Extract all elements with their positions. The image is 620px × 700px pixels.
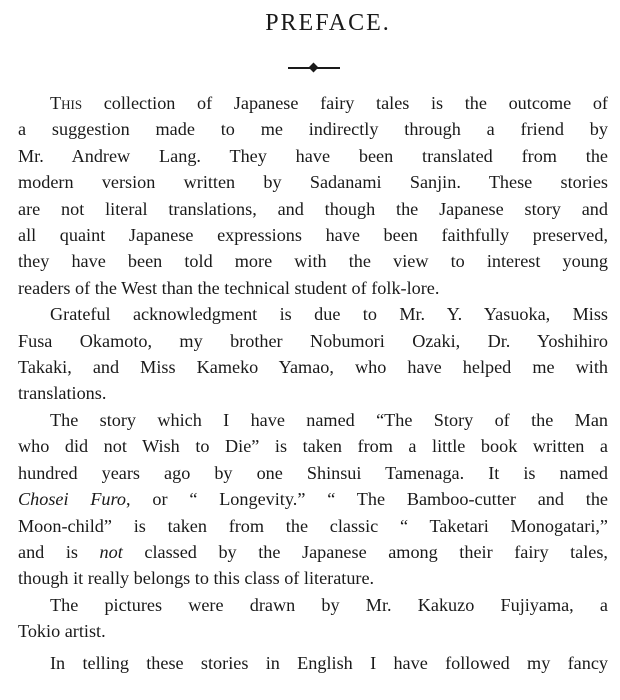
text-line: they have been told more with the view to interest young <box>18 251 608 272</box>
text-segment: collection of Japanese fairy tales is the outcome of <box>82 93 608 113</box>
text-line: translations. <box>18 383 107 404</box>
text-line: Fusa Okamoto, my brother Nobumori Ozaki, Dr. Yoshihiro <box>18 330 608 351</box>
page-title: PREFACE. <box>265 10 391 36</box>
text-line: The pictures were drawn by Mr. Kakuzo Fujiyama, a <box>50 594 608 615</box>
text-line: readers of the West than the technical student of folk-lore. <box>18 277 440 298</box>
text-line <box>18 539 608 565</box>
diamond-icon <box>309 63 319 73</box>
italic-title: Chosei Furo <box>18 489 127 510</box>
text-line: Mr. Andrew Lang. They have been translated from the <box>18 145 608 166</box>
text-segment: and is <box>18 541 100 562</box>
text-line: a suggestion made to me indirectly through a friend by <box>18 119 608 140</box>
text-line: though it really belongs to this class of literature. <box>18 568 375 589</box>
preface-page <box>18 8 608 676</box>
text-line: Grateful acknowledgment is due to Mr. Y. Yasuoka, Miss <box>50 304 608 325</box>
preface-body <box>18 90 608 676</box>
text-line: The story which I have named “The Story of the Man <box>50 409 608 430</box>
text-line: are not literal translations, and though the Japanese story and <box>18 198 608 219</box>
text-line: who did not Wish to Die” is taken from a little book written a <box>18 436 608 457</box>
text-line: Takaki, and Miss Kameko Yamao, who have helped me with <box>18 357 608 378</box>
text-segment: classed by the Japanese among their fairy tales, <box>122 541 608 562</box>
italic-word: not <box>99 541 123 562</box>
text-line: Tokio artist. <box>18 621 106 642</box>
text-line <box>18 486 608 512</box>
text-line <box>18 90 608 116</box>
text-line: Moon-child” is taken from the classic “ Taketari Monogatari,” <box>18 515 608 536</box>
text-segment: , or “ Longevity.” “ The Bamboo-cutter and the <box>126 489 608 510</box>
ornament-divider <box>288 64 340 72</box>
lead-word: This <box>50 93 83 113</box>
text-line: hundred years ago by one Shinsui Tamenaga. It is named <box>18 462 608 483</box>
text-line: In telling these stories in English I have followed my fancy <box>50 652 608 673</box>
text-line: modern version written by Sadanami Sanjin. These stories <box>18 172 608 193</box>
text-line: all quaint Japanese expressions have been faithfully preserved, <box>18 225 608 246</box>
